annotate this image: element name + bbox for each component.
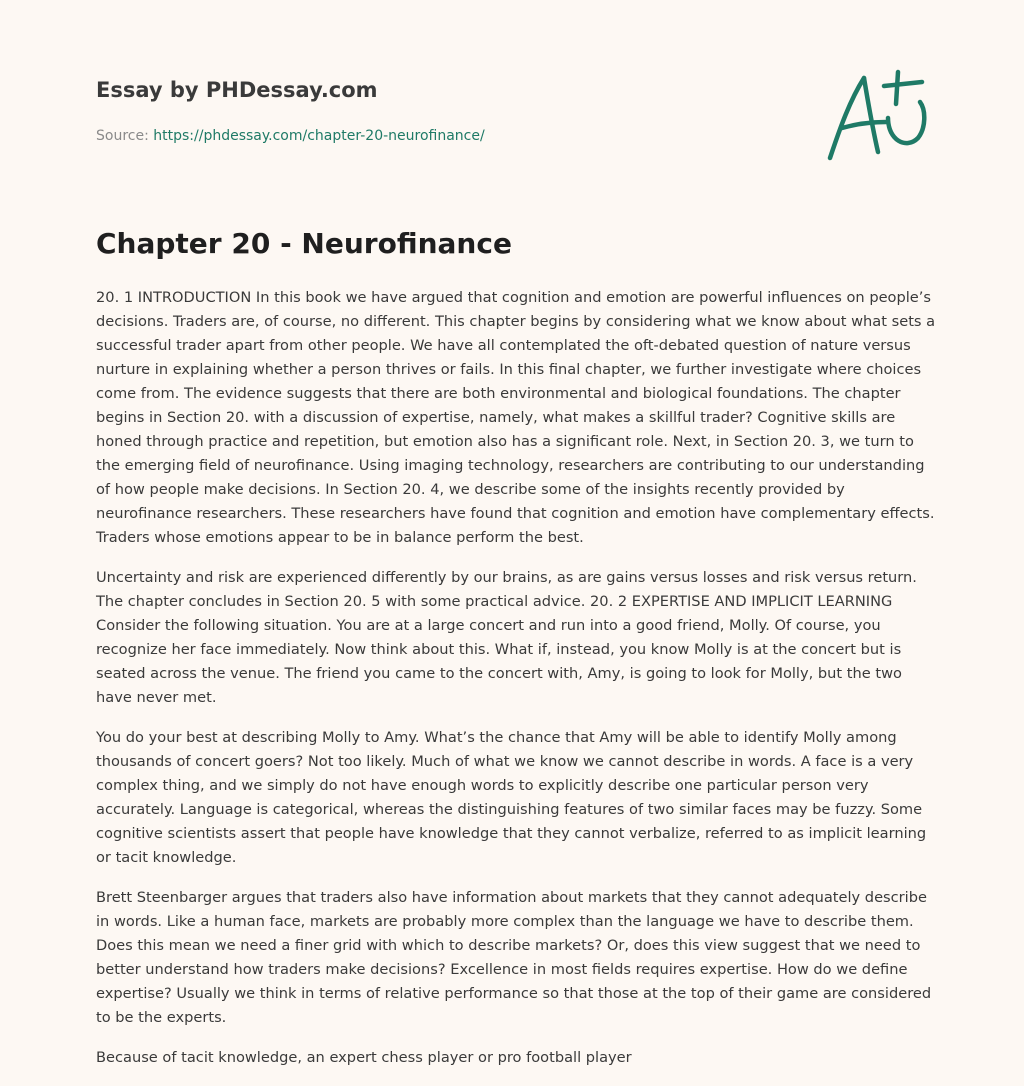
a-plus-grade-icon [822, 66, 932, 166]
paragraph: Brett Steenbarger argues that traders also have information about markets that they cannot adequately describe in words. Like a human face, markets are probably more complex than the language we have to describe them. Does this mean we need a finer grid with which to describe markets? Or, does this view suggest that we need to better understand how traders make decisions? Excellence in most fields requires expertise. How do we define expertise? Usually we think in terms of relative performance so that those at the top of their game are considered to be the experts. [96, 889, 932, 1026]
paragraph: 20. 1 INTRODUCTION In this book we have argued that cognition and emotion are powerful influences on people’s decisions. Traders are, of course, no different. This chapter begins by considering what we know about what sets a successful trader apart from other people. We have all contemplated the oft-debated question of nature versus nurture in explaining whether a person thrives or fails. In this final chapter, we further investigate where choices come from. The evidence suggests that there are both environmental and biological foundations. The chapter begins in Section 20. with a discussion of expertise, namely, what makes a skillful trader? Cognitive skills are honed through practice and repetition, but emotion also has a significant role. Next, in Section 20. 3, we turn to the emerging field of neurofinance. Using imaging technology, researchers are contributing to our understanding of how people make decisions. In Section 20. 4, we describe some of the insights recently provided by neurofinance researchers. These researchers have found that cognition and emotion have complementary effects. Traders whose emotions appear to be in balance perform the best. [96, 289, 936, 546]
page-header [96, 76, 796, 146]
paragraph: Because of tacit knowledge, an expert chess player or pro football player [96, 1049, 632, 1066]
paragraph: Uncertainty and risk are experienced differently by our brains, as are gains versus losses and risk versus return. The chapter concludes in Section 20. 5 with some practical advice. 20. 2 EXPERTISE AND IMPLICIT LEARNING Consider the following situation. You are at a large concert and run into a good friend, Molly. Of course, you recognize her face immediately. Now think about this. What if, instead, you know Molly is at the concert but is seated across the venue. The friend you came to the concert with, Amy, is going to look for Molly, but the two have never met. [96, 569, 917, 706]
essay-body [96, 286, 936, 1086]
page-title: Chapter 20 - Neurofinance [96, 227, 512, 260]
paragraph: You do your best at describing Molly to Amy. What’s the chance that Amy will be able to identify Molly among thousands of concert goers? Not too likely. Much of what we know we cannot describe in words. A face is a very complex thing, and we simply do not have enough words to explicitly describe one particular person very accurately. Language is categorical, whereas the distinguishing features of two similar faces may be fuzzy. Some cognitive scientists assert that people have knowledge that they cannot verbalize, referred to as implicit learning or tacit knowledge. [96, 729, 927, 866]
site-brand: Essay by PHDessay.com [96, 78, 378, 102]
source-line [96, 126, 796, 146]
source-label: Source: [96, 128, 154, 144]
source-link[interactable]: https://phdessay.com/chapter-20-neurofinance/ [153, 128, 485, 144]
